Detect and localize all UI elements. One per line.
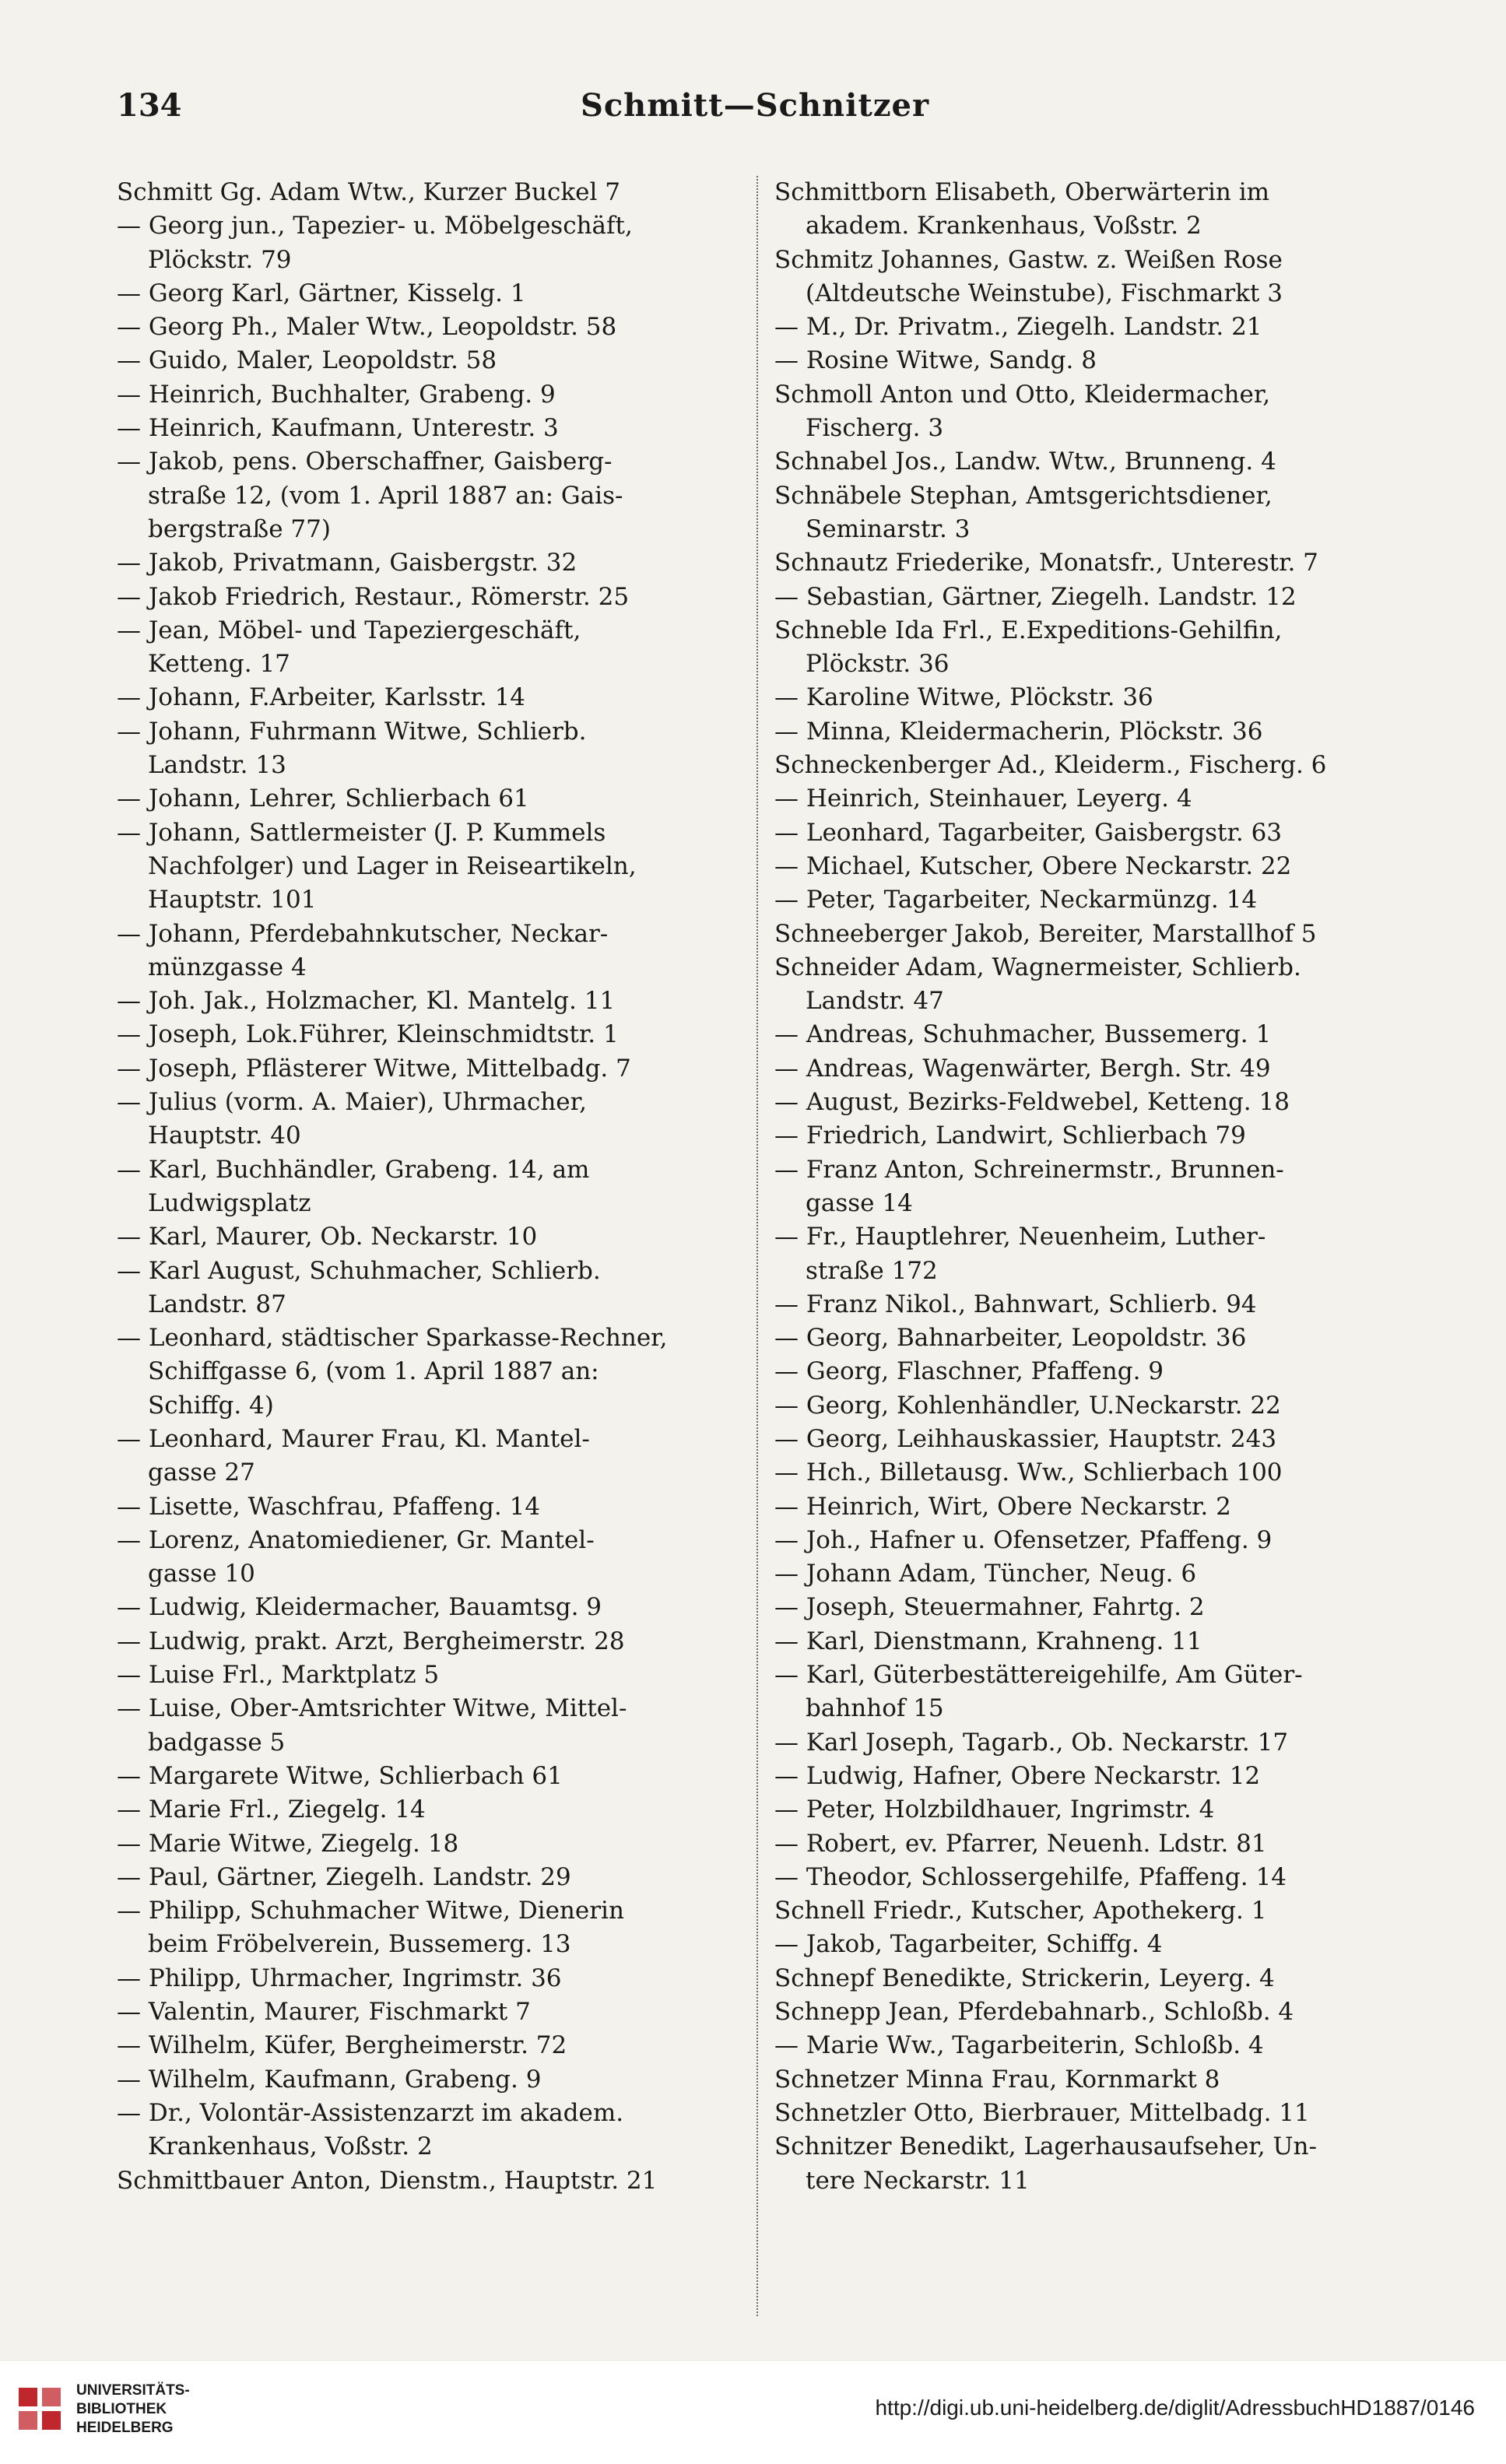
entry-line: — Sebastian, Gärtner, Ziegelh. Landstr. 12 — [774, 582, 1297, 611]
entry-line: — Franz Nikol., Bahnwart, Schlierb. 94 — [774, 1290, 1257, 1318]
entry-line: — Jakob, Tagarbeiter, Schiffg. 4 — [774, 1930, 1163, 1959]
entry-line: — Leonhard, Tagarbeiter, Gaisbergstr. 63 — [774, 818, 1283, 847]
left-column — [117, 176, 739, 2198]
entry-line: — Jean, Möbel- und Tapeziergeschäft, — [117, 616, 581, 644]
entry-line: — Lisette, Waschfrau, Pfaffeng. 14 — [117, 1492, 541, 1521]
entry-line: — Georg, Bahnarbeiter, Leopoldstr. 36 — [774, 1324, 1247, 1353]
entry-line: — Peter, Holzbildhauer, Ingrimstr. 4 — [774, 1795, 1215, 1824]
entry-line: Landstr. 47 — [806, 987, 944, 1016]
running-head: Schmitt—Schnitzer — [580, 87, 930, 124]
entry-line: — Joseph, Lok.Führer, Kleinschmidtstr. 1 — [117, 1020, 619, 1049]
entry-line: Plöckstr. 36 — [806, 650, 950, 679]
entry-line: — Karoline Witwe, Plöckstr. 36 — [774, 683, 1153, 712]
entry-line: bahnhof 15 — [806, 1694, 944, 1723]
column-divider — [757, 176, 758, 2316]
entry-line: Schnetzler Otto, Bierbrauer, Mittelbadg. 11 — [774, 2098, 1310, 2127]
entry-line: — Georg, Flaschner, Pfaffeng. 9 — [774, 1357, 1164, 1386]
entry-line: — Julius (vorm. A. Maier), Uhrmacher, — [117, 1088, 587, 1117]
entry-line: — M., Dr. Privatm., Ziegelh. Landstr. 21 — [774, 313, 1262, 342]
entry-line: Schneble Ida Frl., E.Expeditions-Gehilfin, — [774, 616, 1283, 644]
entry-line: — Heinrich, Kaufmann, Unterestr. 3 — [117, 414, 559, 443]
entry-line: — Karl, Maurer, Ob. Neckarstr. 10 — [117, 1223, 538, 1251]
entry-line: badgasse 5 — [148, 1728, 286, 1757]
entry-line: — Karl, Buchhändler, Grabeng. 14, am — [117, 1155, 590, 1184]
entry-line: — Marie Ww., Tagarbeiterin, Schloßb. 4 — [774, 2031, 1264, 2060]
entry-line: — Luise Frl., Marktplatz 5 — [117, 1661, 440, 1690]
entry-line: — Peter, Tagarbeiter, Neckarmünzg. 14 — [774, 886, 1258, 914]
entry-line: — Karl Joseph, Tagarb., Ob. Neckarstr. 17 — [774, 1728, 1289, 1757]
entry-line: — Friedrich, Landwirt, Schlierbach 79 — [774, 1121, 1246, 1150]
entry-line: — Joh., Hafner u. Ofensetzer, Pfaffeng. 9 — [774, 1525, 1273, 1554]
entry-line: Schnepp Jean, Pferdebahnarb., Schloßb. 4 — [774, 1998, 1294, 2027]
entry-line: Schneckenberger Ad., Kleiderm., Fischerg. 6 — [774, 751, 1327, 780]
entry-line: Schiffgasse 6, (vom 1. April 1887 an: — [148, 1357, 599, 1386]
entry-line: münzgasse 4 — [148, 953, 307, 981]
entry-line: straße 172 — [806, 1256, 938, 1285]
entry-line: — Joseph, Steuermahner, Fahrtg. 2 — [774, 1593, 1205, 1622]
entry-line: — Georg jun., Tapezier- u. Möbelgeschäft, — [117, 212, 633, 240]
entry-line: Nachfolger) und Lager in Reiseartikeln, — [148, 851, 637, 880]
logo-line-2: BIBLIOTHEK — [76, 2401, 167, 2417]
entry-line: gasse 14 — [806, 1188, 913, 1217]
entry-line: Schmittborn Elisabeth, Oberwärterin im — [774, 178, 1270, 206]
entry-line: — Georg Ph., Maler Wtw., Leopoldstr. 58 — [117, 313, 617, 342]
entry-line: Schnäbele Stephan, Amtsgerichtsdiener, — [774, 481, 1273, 510]
library-seal-icon — [16, 2385, 64, 2433]
entry-line: Seminarstr. 3 — [806, 514, 971, 543]
entry-line: Schnell Friedr., Kutscher, Apothekerg. 1 — [774, 1897, 1267, 1925]
entry-line: — Rosine Witwe, Sandg. 8 — [774, 346, 1097, 375]
entry-line: — Leonhard, städtischer Sparkasse-Rechner, — [117, 1324, 668, 1353]
entry-line: Hauptstr. 101 — [148, 886, 317, 914]
entry-line: — Joseph, Pflästerer Witwe, Mittelbadg. 7 — [117, 1054, 631, 1083]
page-header — [117, 87, 1393, 134]
entry-line: — Heinrich, Buchhalter, Grabeng. 9 — [117, 380, 556, 409]
entry-line: — Franz Anton, Schreinermstr., Brunnen- — [774, 1155, 1284, 1184]
logo-text — [76, 2382, 190, 2438]
entry-line: Ketteng. 17 — [148, 650, 290, 679]
entry-line: — Ludwig, Kleidermacher, Bauamtsg. 9 — [117, 1593, 602, 1622]
entry-line: Krankenhaus, Voßstr. 2 — [148, 2132, 433, 2161]
entry-line: — Karl August, Schuhmacher, Schlierb. — [117, 1256, 601, 1285]
entry-line: Schnautz Friederike, Monatsfr., Unterestr. 7 — [774, 549, 1318, 577]
entry-line: — Georg, Leihhauskassier, Hauptstr. 243 — [774, 1424, 1277, 1453]
right-column — [774, 176, 1397, 2198]
entry-line: Hauptstr. 40 — [148, 1121, 301, 1150]
entry-line: — Karl, Güterbestättereigehilfe, Am Güter- — [774, 1661, 1303, 1690]
entry-line: Schmoll Anton und Otto, Kleidermacher, — [774, 380, 1271, 409]
entry-line: — Marie Witwe, Ziegelg. 18 — [117, 1829, 459, 1858]
entry-line: Schnetzer Minna Frau, Kornmarkt 8 — [774, 2065, 1220, 2094]
entry-line: — Dr., Volontär-Assistenzarzt im akadem. — [117, 2098, 624, 2127]
entry-line: straße 12, (vom 1. April 1887 an: Gais- — [148, 481, 623, 510]
entry-line: — Lorenz, Anatomiediener, Gr. Mantel- — [117, 1525, 595, 1554]
entry-line: — Johann, Fuhrmann Witwe, Schlierb. — [117, 717, 587, 746]
entry-line: — Philipp, Schuhmacher Witwe, Dienerin — [117, 1897, 624, 1925]
entry-line: Plöckstr. 79 — [148, 245, 292, 274]
entry-line: akadem. Krankenhaus, Voßstr. 2 — [806, 212, 1202, 240]
entry-line: — Robert, ev. Pfarrer, Neuenh. Ldstr. 81 — [774, 1829, 1267, 1858]
entry-line: Landstr. 13 — [148, 751, 286, 780]
entry-line: — Karl, Dienstmann, Krahneng. 11 — [774, 1627, 1202, 1655]
entry-line: Schmitt Gg. Adam Wtw., Kurzer Buckel 7 — [117, 178, 621, 206]
entry-line: — Andreas, Wagenwärter, Bergh. Str. 49 — [774, 1054, 1271, 1083]
entry-line: gasse 10 — [148, 1560, 255, 1588]
entry-line: Schmitz Johannes, Gastw. z. Weißen Rose — [774, 245, 1283, 274]
logo-line-1: UNIVERSITÄTS- — [76, 2382, 190, 2399]
entry-line: — Philipp, Uhrmacher, Ingrimstr. 36 — [117, 1964, 562, 1992]
entry-line: tere Neckarstr. 11 — [806, 2166, 1030, 2195]
entry-line: — Georg, Kohlenhändler, U.Neckarstr. 22 — [774, 1391, 1281, 1420]
entry-line: — Wilhelm, Küfer, Bergheimerstr. 72 — [117, 2031, 567, 2060]
entry-line: bergstraße 77) — [148, 514, 331, 543]
entry-line: — Johann, Pferdebahnkutscher, Neckar- — [117, 919, 609, 948]
entry-line: Schneeberger Jakob, Bereiter, Marstallhof 5 — [774, 919, 1317, 948]
entry-line: — Wilhelm, Kaufmann, Grabeng. 9 — [117, 2065, 542, 2094]
entry-line: — Georg Karl, Gärtner, Kisselg. 1 — [117, 279, 526, 307]
entry-line: — Johann, Sattlermeister (J. P. Kummels — [117, 818, 606, 847]
entry-line: beim Fröbelverein, Bussemerg. 13 — [148, 1930, 571, 1959]
entry-line: — Ludwig, Hafner, Obere Neckarstr. 12 — [774, 1761, 1261, 1790]
entry-line: — Luise, Ober-Amtsrichter Witwe, Mittel- — [117, 1694, 627, 1723]
entry-line: — Valentin, Maurer, Fischmarkt 7 — [117, 1998, 531, 2027]
entry-line: Fischerg. 3 — [806, 414, 944, 443]
entry-line: — Jakob, Privatmann, Gaisbergstr. 32 — [117, 549, 577, 577]
entry-line: Ludwigsplatz — [148, 1188, 311, 1217]
entry-line: — Michael, Kutscher, Obere Neckarstr. 22 — [774, 851, 1292, 880]
entry-line: — Paul, Gärtner, Ziegelh. Landstr. 29 — [117, 1862, 571, 1891]
entry-line: Schnitzer Benedikt, Lagerhausaufseher, Un- — [774, 2132, 1317, 2161]
entry-line: Schnepf Benedikte, Strickerin, Leyerg. 4 — [774, 1964, 1275, 1992]
entry-line: Schnabel Jos., Landw. Wtw., Brunneng. 4 — [774, 448, 1276, 476]
entry-line: — Jakob Friedrich, Restaur., Römerstr. 25 — [117, 582, 630, 611]
entry-line: — Andreas, Schuhmacher, Bussemerg. 1 — [774, 1020, 1272, 1049]
entry-line: Schmittbauer Anton, Dienstm., Hauptstr. 21 — [117, 2166, 658, 2195]
entry-line: — Margarete Witwe, Schlierbach 61 — [117, 1761, 563, 1790]
entry-line: — Johann, F.Arbeiter, Karlsstr. 14 — [117, 683, 526, 712]
library-logo[interactable] — [16, 2380, 218, 2442]
entry-line: — Jakob, pens. Oberschaffner, Gaisberg- — [117, 448, 613, 476]
entry-line: — Johann, Lehrer, Schlierbach 61 — [117, 784, 529, 813]
entry-line: — Joh. Jak., Holzmacher, Kl. Mantelg. 11 — [117, 987, 616, 1016]
entry-line: gasse 27 — [148, 1458, 255, 1487]
entry-line: — August, Bezirks-Feldwebel, Ketteng. 18 — [774, 1088, 1290, 1117]
entry-line: — Hch., Billetausg. Ww., Schlierbach 100 — [774, 1458, 1283, 1487]
entry-line: — Heinrich, Steinhauer, Leyerg. 4 — [774, 784, 1192, 813]
page-number: 134 — [117, 87, 182, 124]
entry-line: Schiffg. 4) — [148, 1391, 274, 1420]
footer-bar — [0, 2361, 1506, 2464]
entry-line: — Guido, Maler, Leopoldstr. 58 — [117, 346, 497, 375]
entry-line: — Johann Adam, Tüncher, Neug. 6 — [774, 1560, 1197, 1588]
entry-line: — Fr., Hauptlehrer, Neuenheim, Luther- — [774, 1223, 1266, 1251]
entry-line: (Altdeutsche Weinstube), Fischmarkt 3 — [806, 279, 1283, 307]
entry-line: Landstr. 87 — [148, 1290, 286, 1318]
entry-line: — Minna, Kleidermacherin, Plöckstr. 36 — [774, 717, 1263, 746]
entry-line: — Theodor, Schlossergehilfe, Pfaffeng. 14 — [774, 1862, 1287, 1891]
entry-line: — Marie Frl., Ziegelg. 14 — [117, 1795, 426, 1824]
entry-line: Schneider Adam, Wagnermeister, Schlierb. — [774, 953, 1301, 981]
source-url-link[interactable]: http://digi.ub.uni-heidelberg.de/diglit/AdressbuchHD1887/0146 — [875, 2396, 1475, 2420]
logo-line-3: HEIDELBERG — [76, 2420, 174, 2436]
entry-line: — Ludwig, prakt. Arzt, Bergheimerstr. 28 — [117, 1627, 625, 1655]
entry-line: — Heinrich, Wirt, Obere Neckarstr. 2 — [774, 1492, 1231, 1521]
entry-line: — Leonhard, Maurer Frau, Kl. Mantel- — [117, 1424, 590, 1453]
